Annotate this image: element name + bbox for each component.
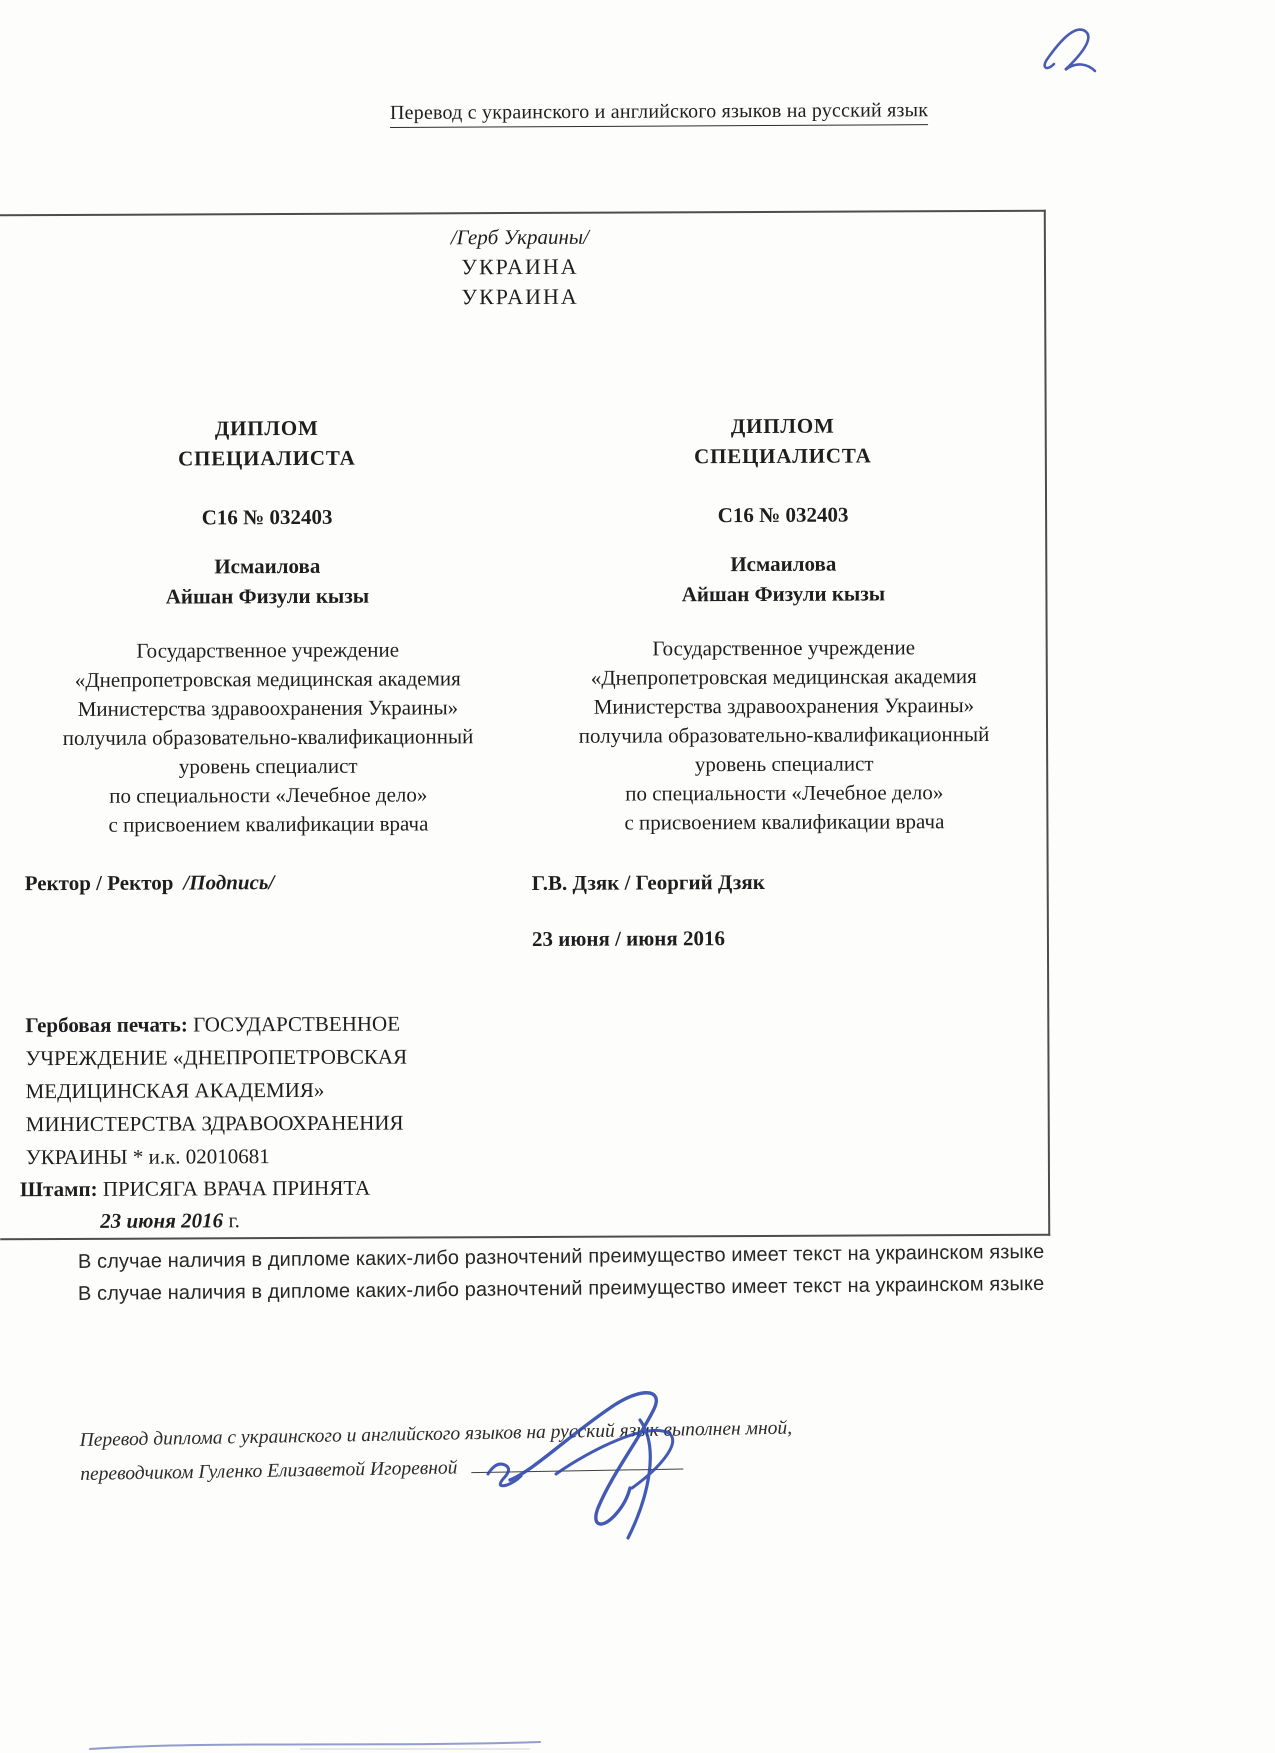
diploma-title-line2: СПЕЦИАЛИСТА: [178, 445, 356, 471]
language-precedence-disclaimer-2: В случае наличия в дипломе каких-либо разночтений преимущество имеет текст на украинском языке: [77, 1272, 1045, 1305]
holder-surname: Исмаилова: [730, 551, 837, 577]
holder-given-name: Айшан Физули кызы: [681, 581, 886, 607]
diploma-title: [523, 410, 1043, 472]
rector-signature-line: [25, 870, 275, 896]
translator-signature-ink: [458, 1378, 768, 1553]
stamp-date-line: [20, 1204, 370, 1238]
translation-header: Перевод с украинского и английского языков на русский язык: [390, 99, 928, 128]
coat-of-arms-block: [0, 220, 1044, 315]
rector-name: Г.В. Дзяк / Георгий Дзяк: [531, 869, 765, 895]
official-seal-note: [25, 1007, 471, 1174]
stamp-text: ПРИСЯГА ВРАЧА ПРИНЯТА: [102, 1175, 371, 1201]
stamp-label: Штамп:: [19, 1176, 98, 1202]
diploma-body-text: Государственное учреждение «Днепропетровская медицинская академия Министерства здравоохранения Украины» получила образовательно-квалификационный уровень специалист по специальности «Лечебное дело» с присвоением квалификации врача: [578, 635, 990, 835]
scan-artifact-line: [300, 1748, 530, 1750]
stamp-text-line: [20, 1172, 370, 1206]
stamp-date: 23 июня 2016: [100, 1208, 224, 1233]
coat-of-arms-label: /Герб Украины/: [450, 224, 590, 250]
diploma-column-right: [523, 410, 1045, 838]
diploma-title-line1: ДИПЛОМ: [214, 415, 319, 441]
country-name-line2: УКРАИНА: [461, 283, 579, 310]
holder-name: [523, 548, 1043, 610]
signing-date: 23 июня / июня 2016: [531, 926, 726, 951]
signature-placeholder-note: /Подпись/: [183, 870, 275, 895]
translator-certification-line1: Перевод диплома с украинского и английского языков на русский язык выполнен мной,: [79, 1417, 793, 1452]
bottom-edge-ink-mark: [85, 1738, 555, 1753]
rector-label: Ректор / Ректор: [24, 870, 174, 896]
seal-label: Гербовая печать:: [25, 1012, 188, 1038]
diploma-number: С16 № 032403: [717, 502, 849, 528]
handwritten-page-number-ink: [1038, 12, 1108, 92]
holder-surname: Исмаилова: [214, 553, 321, 579]
language-precedence-disclaimer-1: В случае наличия в дипломе каких-либо разночтений преимущество имеет текст на украинском языке: [77, 1240, 1045, 1273]
stamp-date-suffix: г.: [228, 1208, 240, 1233]
diploma-box: [0, 210, 1050, 1241]
diploma-column-left: [7, 412, 529, 840]
translator-name-text: переводчиком Гуленко Елизаветой Игоревной: [80, 1457, 458, 1485]
diploma-title: [7, 412, 527, 474]
stamp-note: [20, 1172, 371, 1238]
diploma-title-line2: СПЕЦИАЛИСТА: [694, 443, 872, 469]
diploma-number: С16 № 032403: [201, 504, 333, 530]
seal-text: ГОСУДАРСТВЕННОЕ УЧРЕЖДЕНИЕ «ДНЕПРОПЕТРОВСКАЯ МЕДИЦИНСКАЯ АКАДЕМИЯ» МИНИСТЕРСТВА ЗДРАВООХРАНЕНИЯ УКРАИНЫ * и.к. 02010681: [25, 1011, 408, 1170]
holder-given-name: Айшан Физули кызы: [165, 583, 370, 609]
diploma-title-line1: ДИПЛОМ: [730, 413, 835, 439]
country-name-line1: УКРАИНА: [461, 253, 579, 280]
diploma-body-text: Государственное учреждение «Днепропетровская медицинская академия Министерства здравоохранения Украины» получила образовательно-квалификационный уровень специалист по специальности «Лечебное дело» с присвоением квалификации врача: [62, 637, 474, 837]
holder-name: [7, 550, 527, 612]
